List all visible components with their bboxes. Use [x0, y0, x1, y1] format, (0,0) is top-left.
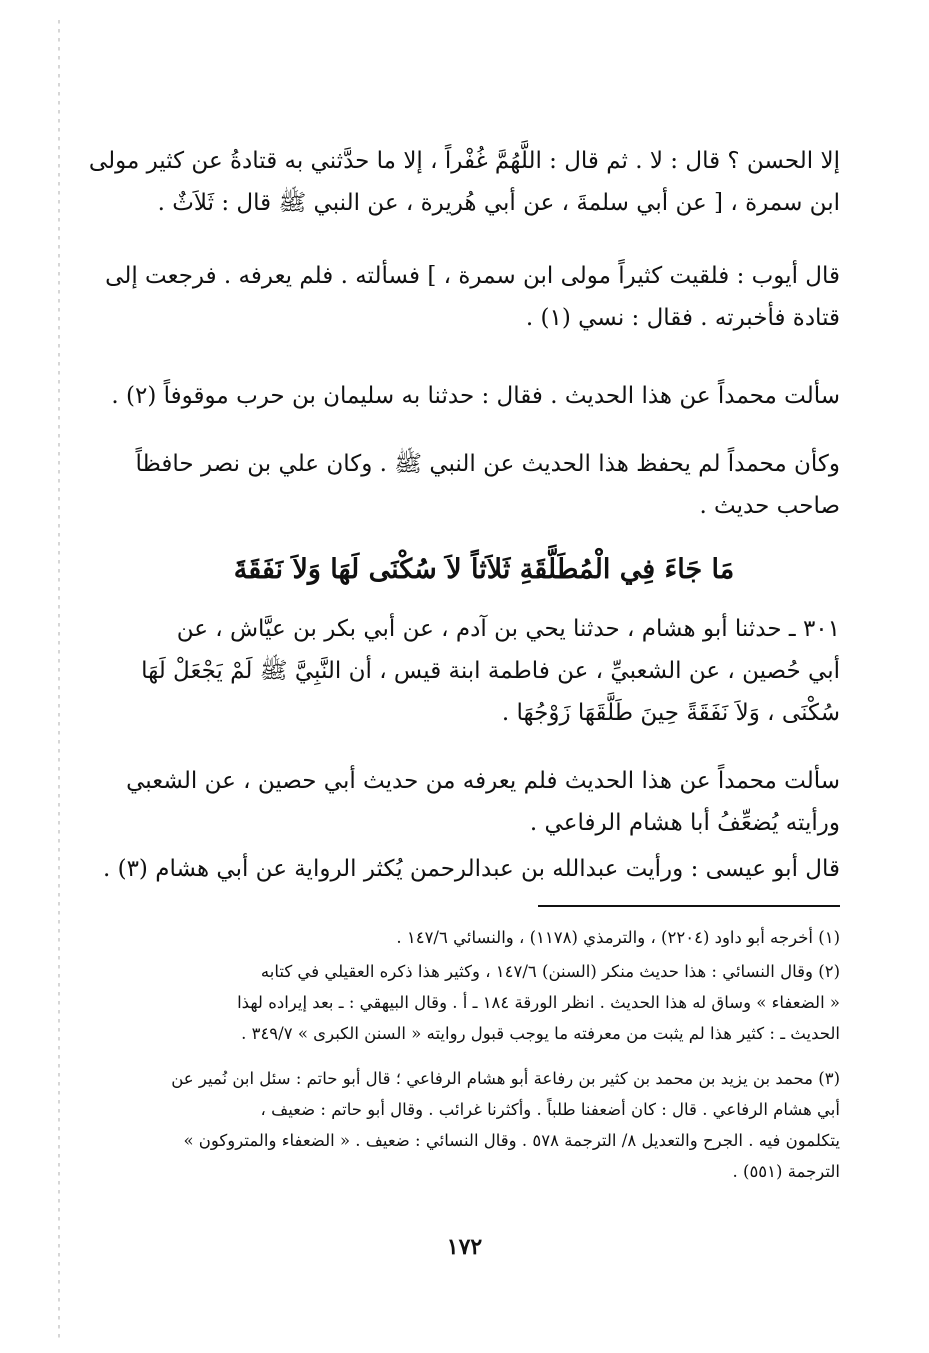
text-line: سألت محمداً عن هذا الحديث فلم يعرفه من حديث أبي حصين ، عن الشعبي — [126, 768, 840, 794]
text-line: قال أيوب : فلقيت كثيراً مولى ابن سمرة ، ] فسألته . فلم يعرفه . فرجعت إلى — [105, 263, 840, 289]
text-line: ٣٠١ ـ حدثنا أبو هشام ، حدثنا يحي بن آدم ، عن أبي بكر بن عيَّاش ، عن — [176, 616, 840, 642]
scan-edge-marks — [58, 20, 60, 1340]
paragraph-2 — [105, 255, 840, 339]
footnote-line: يتكلمون فيه . الجرح والتعديل ٨/ الترجمة ٥٧٨ . وقال النسائي : ضعيف . « الضعفاء والمتروكون » — [183, 1131, 840, 1150]
paragraph-4 — [128, 443, 840, 527]
footnote-1 — [128, 922, 840, 953]
footnote-line: الحديث ـ : كثير هذا لم يثبت من معرفته ما يوجب قبول روايته « السنن الكبرى » ٣٤٩/٧ . — [241, 1024, 840, 1043]
text-line: أبي حُصين ، عن الشعبيِّ ، عن فاطمة ابنة قيس ، أن النَّبِيَّ ﷺ لَمْ يَجْعَلْ لَهَا — [141, 658, 840, 684]
text-line: ابن سمرة ، [ عن أبي سلمةَ ، عن أبي هُريرة ، عن النبي ﷺ قال : ثَلاَثٌ . — [157, 190, 840, 216]
page-number: ١٧٢ — [446, 1234, 483, 1260]
text-line: سألت محمداً عن هذا الحديث . فقال : حدثنا به سليمان بن حرب موقوفاً (٢) . — [111, 383, 840, 409]
hadith-301 — [128, 608, 840, 734]
paragraph-1 — [88, 140, 840, 224]
text-line: سُكْنَى ، وَلاَ نَفَقَةً حِينَ طَلَّقَهَا زَوْجُهَا . — [501, 700, 840, 726]
footnote-line: « الضعفاء » وساق له هذا الحديث . انظر الورقة ١٨٤ ـ أ . وقال البيهقي : ـ بعد إيراده لهذا — [237, 993, 840, 1012]
footnote-line: الترجمة (٥٥١) . — [732, 1162, 840, 1181]
footnote-line: (٢) وقال النسائي : هذا حديث منكر (السنن) ١٤٧/٦ ، وكثير هذا ذكره العقيلي في كتابه — [260, 962, 840, 981]
footnote-line: (١) أخرجه أبو داود (٢٢٠٤) ، والترمذي (١١٧٨) ، والنسائي ١٤٧/٦ . — [396, 928, 840, 947]
text-line: ورأيته يُضعِّفُ أبا هشام الرفاعي . — [529, 810, 840, 836]
footnote-2 — [128, 956, 840, 1049]
text-line: وكأن محمداً لم يحفظ هذا الحديث عن النبي ﷺ . وكان علي بن نصر حافظاً — [135, 451, 840, 477]
footnote-3 — [128, 1063, 840, 1187]
paragraph-5 — [128, 760, 840, 844]
footnote-separator — [538, 905, 840, 907]
text-line: إلا الحسن ؟ قال : لا . ثم قال : اللَّهُمَّ غُفْراً ، إلا ما حدَّثني به قتادةُ عن كثير مولى — [88, 148, 840, 174]
chapter-heading: مَا جَاءَ فِي الْمُطَلَّقَةِ ثَلاَثاً لاَ سُكْنَى لَهَا وَلاَ نَفَقَةَ — [233, 554, 735, 585]
text-line: قتادة فأخبرته . فقال : نسي (١) . — [525, 305, 840, 331]
footnote-line: (٣) محمد بن يزيد بن محمد بن كثير بن رفاعة أبو هشام الرفاعي ؛ قال أبو حاتم : سئل ابن نُمير عن — [171, 1069, 840, 1088]
paragraph-3 — [111, 375, 840, 417]
footnote-line: أبي هشام الرفاعي . قال : كان أضعفنا طلباً . وأكثرنا غرائب . وقال أبو حاتم : ضعيف ، — [260, 1100, 840, 1119]
text-line: قال أبو عيسى : ورأيت عبدالله بن عبدالرحمن يُكثر الرواية عن أبي هشام (٣) . — [102, 856, 840, 882]
paragraph-6 — [102, 848, 840, 890]
text-line: صاحب حديث . — [699, 493, 840, 519]
